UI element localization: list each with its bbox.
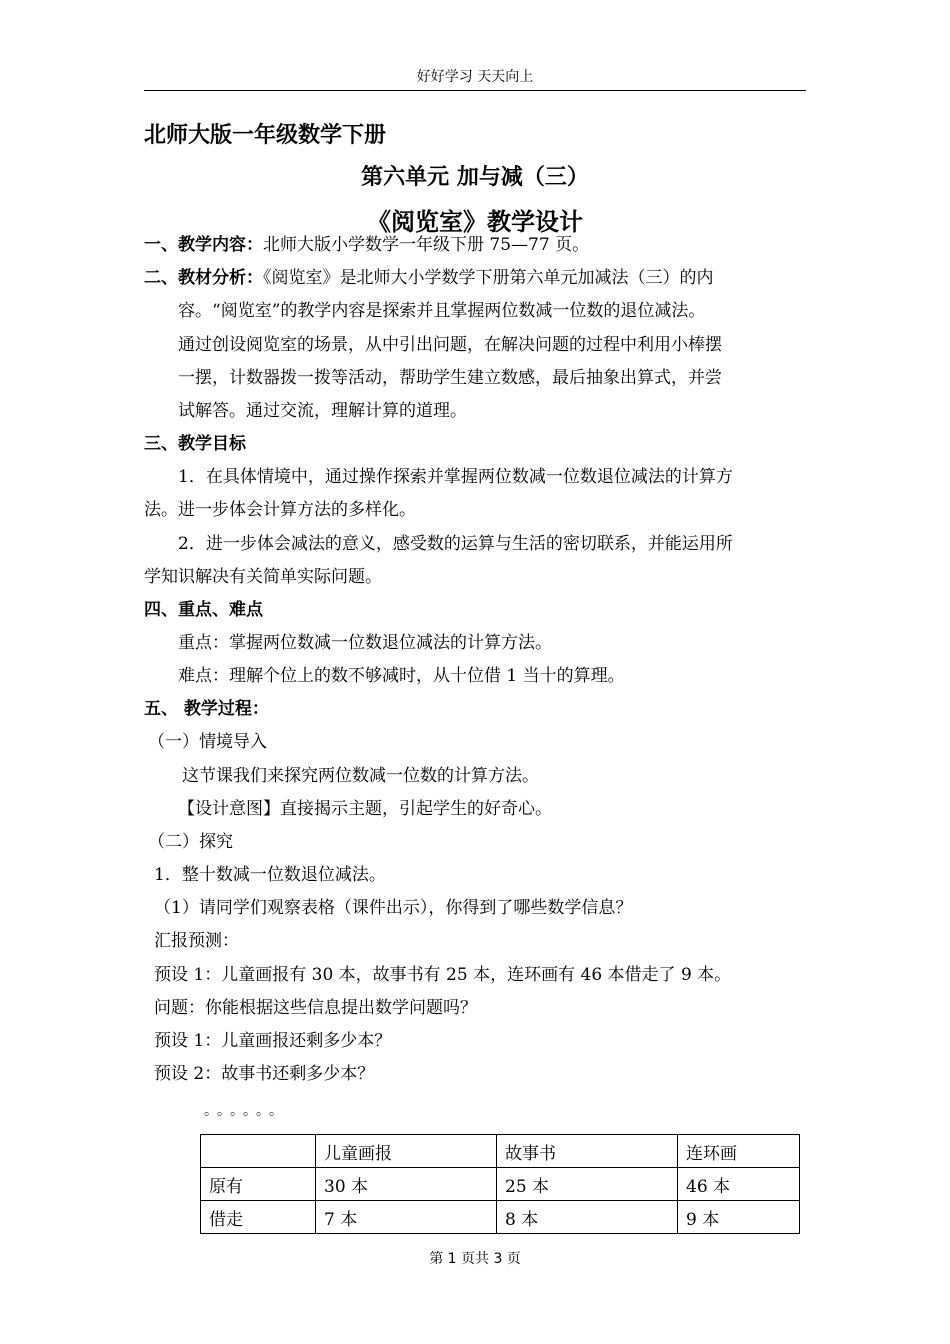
section-1 xyxy=(144,234,814,256)
section-3-label: 三、教学目标 xyxy=(144,434,246,454)
section-4-label: 四、重点、难点 xyxy=(144,600,263,620)
section-3-line-4: 学知识解决有关简单实际问题。 xyxy=(144,567,382,587)
table-cell: 9 本 xyxy=(678,1201,800,1234)
section-2-line-1: 《阅览室》是北师大小学数学下册第六单元加减法（三）的内 xyxy=(263,268,714,288)
process-intro-heading: （一）情境导入 xyxy=(148,732,267,752)
section-3-line-2: 法。进一步体会计算方法的多样化。 xyxy=(144,500,416,520)
explore-item-1: 1．整十数减一位数退位减法。 xyxy=(154,865,386,885)
section-2-line-3: 通过创设阅览室的场景，从中引出问题，在解决问题的过程中利用小棒摆 xyxy=(178,335,722,355)
table-row xyxy=(201,1168,800,1201)
preset-2-question: 预设 2：故事书还剩多少本？ xyxy=(154,1064,375,1084)
ellipsis-dots: 。。。。。。 xyxy=(204,1103,289,1119)
section-3-line-3: 2．进一步体会减法的意义，感受数的运算与生活的密切联系，并能运用所 xyxy=(178,534,733,554)
table-cell: 儿童画报 xyxy=(316,1135,497,1168)
lesson-title: 《阅览室》教学设计 xyxy=(367,208,583,236)
observe-table-question: （1）请同学们观察表格（课件出示），你得到了哪些数学信息？ xyxy=(154,898,633,918)
table-cell: 7 本 xyxy=(316,1201,497,1234)
preset-1-question: 预设 1：儿童画报还剩多少本？ xyxy=(154,1031,392,1051)
books-table xyxy=(200,1134,800,1234)
section-2 xyxy=(144,267,814,289)
section-2-label: 二、教材分析： xyxy=(144,268,263,288)
key-point: 重点：掌握两位数减一位数退位减法的计算方法。 xyxy=(178,633,552,653)
table-cell: 46 本 xyxy=(678,1168,800,1201)
unit-title: 第六单元 加与减（三） xyxy=(361,165,589,190)
explore-heading: （二）探究 xyxy=(148,832,233,852)
section-3-line-1: 1．在具体情境中，通过操作探索并掌握两位数减一位数退位减法的计算方 xyxy=(178,467,733,487)
design-intent: 【设计意图】直接揭示主题，引起学生的好奇心。 xyxy=(178,799,552,819)
section-1-label: 一、教学内容： xyxy=(144,235,263,255)
table-cell: 8 本 xyxy=(497,1201,678,1234)
question-line: 问题：你能根据这些信息提出数学问题吗？ xyxy=(154,998,477,1018)
table-header-row xyxy=(201,1135,800,1168)
section-2-line-5: 试解答。通过交流，理解计算的道理。 xyxy=(178,401,467,421)
process-intro-text: 这节课我们来探究两位数减一位数的计算方法。 xyxy=(182,766,539,786)
table-cell: 原有 xyxy=(201,1168,316,1201)
table-cell: 借走 xyxy=(201,1201,316,1234)
section-1-text: 北师大版小学数学一年级下册 75—77 页。 xyxy=(263,235,590,255)
book-title: 北师大版一年级数学下册 xyxy=(144,123,387,148)
table-row xyxy=(201,1201,800,1234)
section-5-label: 五、 教学过程： xyxy=(144,699,269,719)
table-cell xyxy=(201,1135,316,1168)
page-footer: 第 1 页共 3 页 xyxy=(429,1251,521,1267)
table-cell: 25 本 xyxy=(497,1168,678,1201)
table-cell: 故事书 xyxy=(497,1135,678,1168)
section-2-line-2: 容。“阅览室”的教学内容是探索并且掌握两位数减一位数的退位减法。 xyxy=(178,301,706,321)
table-cell: 连环画 xyxy=(678,1135,800,1168)
difficult-point: 难点：理解个位上的数不够减时，从十位借 1 当十的算理。 xyxy=(178,666,625,686)
page-header: 好好学习 天天向上 xyxy=(144,66,806,91)
table-cell: 30 本 xyxy=(316,1168,497,1201)
report-prediction: 汇报预测： xyxy=(154,931,239,951)
preset-1-info: 预设 1：儿童画报有 30 本，故事书有 25 本，连环画有 46 本借走了 9 本。 xyxy=(154,965,732,985)
section-2-line-4: 一摆，计数器拨一拨等活动，帮助学生建立数感，最后抽象出算式，并尝 xyxy=(178,368,722,388)
